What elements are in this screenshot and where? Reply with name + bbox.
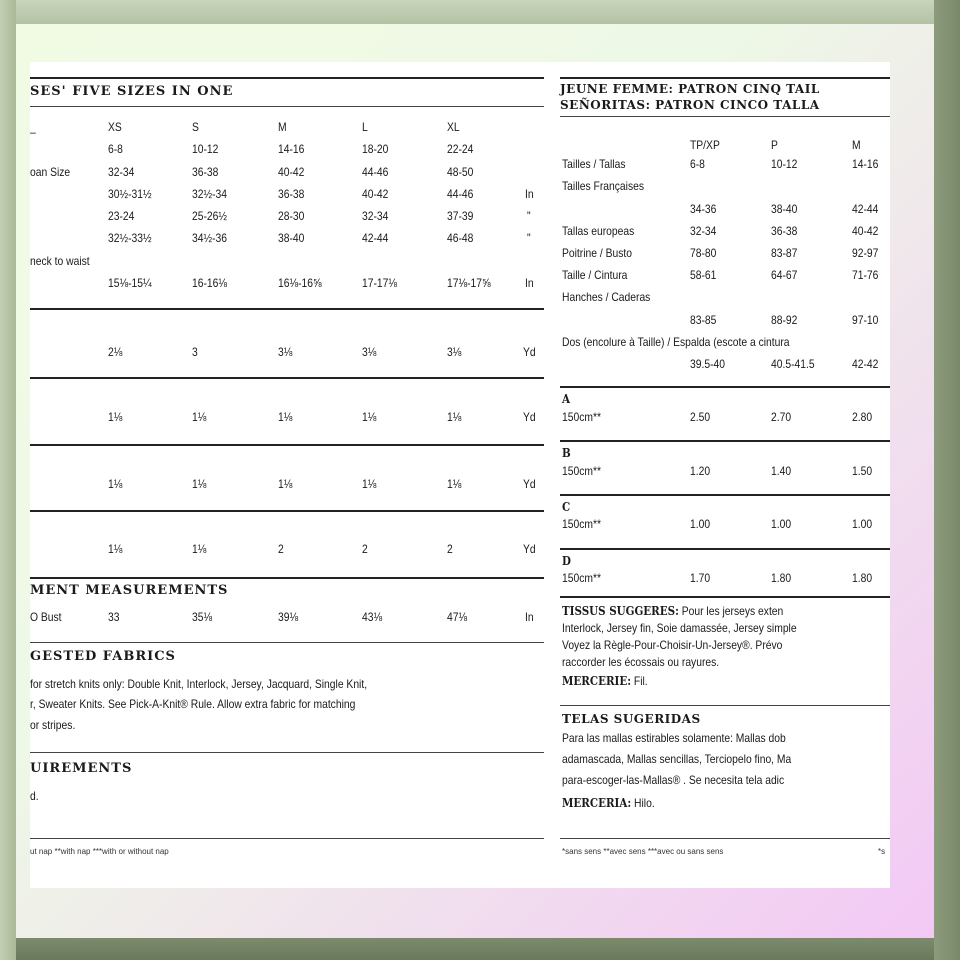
- yardage-rule-4: [30, 510, 544, 512]
- neck-to-waist-label: neck to waist: [30, 254, 90, 268]
- tissus-line-2: Interlock, Jersey fin, Soie damassée, Jersey simple: [562, 621, 797, 635]
- right-header-rule: [560, 116, 890, 117]
- telas-line-2: adamascada, Mallas sencillas, Terciopelo fino, Ma: [562, 752, 792, 766]
- frame-top: [0, 0, 960, 24]
- size-label-xs: XS: [108, 120, 122, 134]
- notions-line: d.: [30, 789, 39, 803]
- right-footnote-tail: *s: [878, 847, 886, 856]
- left-footnote: ut nap **with nap ***with or without nap: [30, 847, 169, 856]
- mercerie-line: MERCERIE: Fil.: [562, 674, 648, 688]
- size-label-tpxp: TP/XP: [690, 138, 720, 152]
- view-c-letter: C: [562, 500, 571, 514]
- left-cut-mark: _: [30, 120, 36, 134]
- garment-rule: [30, 577, 544, 579]
- yardage-rule-1: [30, 308, 544, 310]
- right-footnote: *sans sens **avec sens ***avec ou sans sens: [562, 847, 724, 856]
- size-label-l: L: [362, 120, 368, 134]
- dos-label: Dos (encolure à Taille) / Espalda (escote a cintura: [562, 335, 790, 349]
- tissus-line-1: TISSUS SUGGERES: Pour les jerseys exten: [562, 604, 784, 618]
- view-c-rule: [560, 494, 890, 496]
- tissus-line-3: Voyez la Règle-Pour-Choisir-Un-Jersey®. Prévo: [562, 638, 783, 652]
- size-label-m-right: M: [852, 138, 861, 152]
- fabrics-rule: [30, 642, 544, 643]
- telas-sugeridas-header: TELAS SUGERIDAS: [562, 712, 701, 726]
- view-b-letter: B: [562, 446, 571, 460]
- telas-rule: [560, 705, 890, 706]
- suggested-fabrics-header: GESTED FABRICS: [30, 649, 176, 664]
- notions-rule: [30, 752, 544, 753]
- frame-right: [934, 0, 960, 960]
- left-header-rule: [30, 106, 544, 107]
- view-a-rule: [560, 386, 890, 388]
- size-label-s: S: [192, 120, 199, 134]
- left-footnote-rule: [30, 838, 544, 839]
- telas-line-3: para-escoger-las-Mallas® . Se necesita tela adic: [562, 773, 785, 787]
- left-size-header: SES' FIVE SIZES IN ONE: [30, 84, 234, 99]
- view-a-letter: A: [562, 392, 571, 406]
- right-header-french: JEUNE FEMME: PATRON CINQ TAIL: [560, 82, 820, 96]
- view-b-rule: [560, 440, 890, 442]
- right-top-rule: [560, 77, 890, 79]
- telas-line-1: Para las mallas estirables solamente: Mallas dob: [562, 731, 786, 745]
- yardage-rule-2: [30, 377, 544, 379]
- tissus-line-4: raccorder les écossais ou rayures.: [562, 655, 720, 669]
- merceria-line: MERCERIA: Hilo.: [562, 796, 655, 810]
- size-label-p: P: [771, 138, 778, 152]
- right-footnote-rule: [560, 838, 890, 839]
- fabrics-line-2: r, Sweater Knits. See Pick-A-Knit® Rule. Allow extra fabric for matching: [30, 697, 356, 711]
- yardage-rule-3: [30, 444, 544, 446]
- frame-bottom: [0, 938, 960, 960]
- size-label-m: M: [278, 120, 287, 134]
- view-d-rule: [560, 548, 890, 550]
- left-top-rule: [30, 77, 544, 79]
- fabrics-line-3: or stripes.: [30, 718, 76, 732]
- right-header-spanish: SEÑORITAS: PATRON CINCO TALLA: [560, 98, 820, 112]
- fabrics-line-1: for stretch knits only: Double Knit, Interlock, Jersey, Jacquard, Single Knit,: [30, 677, 368, 691]
- pattern-sheet: SES' FIVE SIZES IN ONE _ XS S M L XL 6-8 10-12 14-16 18-20 22-24 oan Size 32-34 36-38 40-42 44-46 48-50 30½-31½ 32½-34 36-38 40-42 44-46 In 23-24 25-26½ 28-30 32-34 37-39 " 32½-33½ 34½-36 38-40 42-44 46-48 " neck to waist 15⅛-15¼ 16-16⅛ 16⅛-16⅝ 17-17⅛ 17⅛-17⅝ In 2⅛ 3 3⅛ 3⅛ 3⅛ Yd 1⅛ 1⅛ 1⅛ 1⅛ 1⅛ Yd 1⅛ 1⅛ 1⅛ 1⅛ 1⅛ Yd 1⅛ 1⅛ 2 2 2 Yd MENT MEASUREMENTS O Bust 33 35⅛ 39⅛ 43⅛ 47⅛ In GESTED FABRICS for stretch knits only: Double Knit, Interlock, Jersey, Jacquard, Single Knit, r, Sweater Knits. See Pick-A-Knit® Rule. Allow extra fabric for matching or stripes. UIREMENTS d. ut nap **with nap ***with or without nap JEUNE FEMME: PATRON CINQ TAIL SEÑORITAS: PATRON CINCO TALLA TP/XP P M Tailles / Tallas 6-8 10-12 14-16 Tailles Françaises 34-36 38-40 42-44 Tallas europeas 32-34 36-38 40-42 Poitrine / Busto 78-80 83-87 92-97 Taille / Cintura 58-61 64-67 71-76 Hanches / Caderas 83-85 88-92 97-10 Dos (encolure à Taille) / Espalda (escote a cintura 39.5-40 40.5-41.5 42-42 A 150cm** 2.50 2.70 2.80 B 150cm** 1.20 1.40 1.50 C 150cm** 1.00 1.00 1.00 D 150cm** 1.70 1.80 1.80 TISSUS SUGGERES: Pour les jerseys exten Interlock, Jersey fin, Soie damassée, Jersey simple Voyez la Règle-Pour-Choisir-Un-Jersey®. Prévo raccorder les écossais ou rayures. MERCERIE: Fil. TELAS SUGERIDAS Para las mallas estirables solamente: Mallas dob adamascada, Mallas sencillas, Terciopelo fino, Ma para-escoger-las-Mallas® . Se necesita tela adic MERCERIA: Hilo. *sans sens **avec sens ***avec ou sans sens *s: [30, 62, 890, 888]
- size-label-xl: XL: [447, 120, 460, 134]
- frame-left: [0, 0, 16, 960]
- tissus-rule: [560, 596, 890, 598]
- notions-header: UIREMENTS: [30, 761, 133, 776]
- view-d-letter: D: [562, 554, 571, 568]
- garment-measurements-header: MENT MEASUREMENTS: [30, 583, 229, 598]
